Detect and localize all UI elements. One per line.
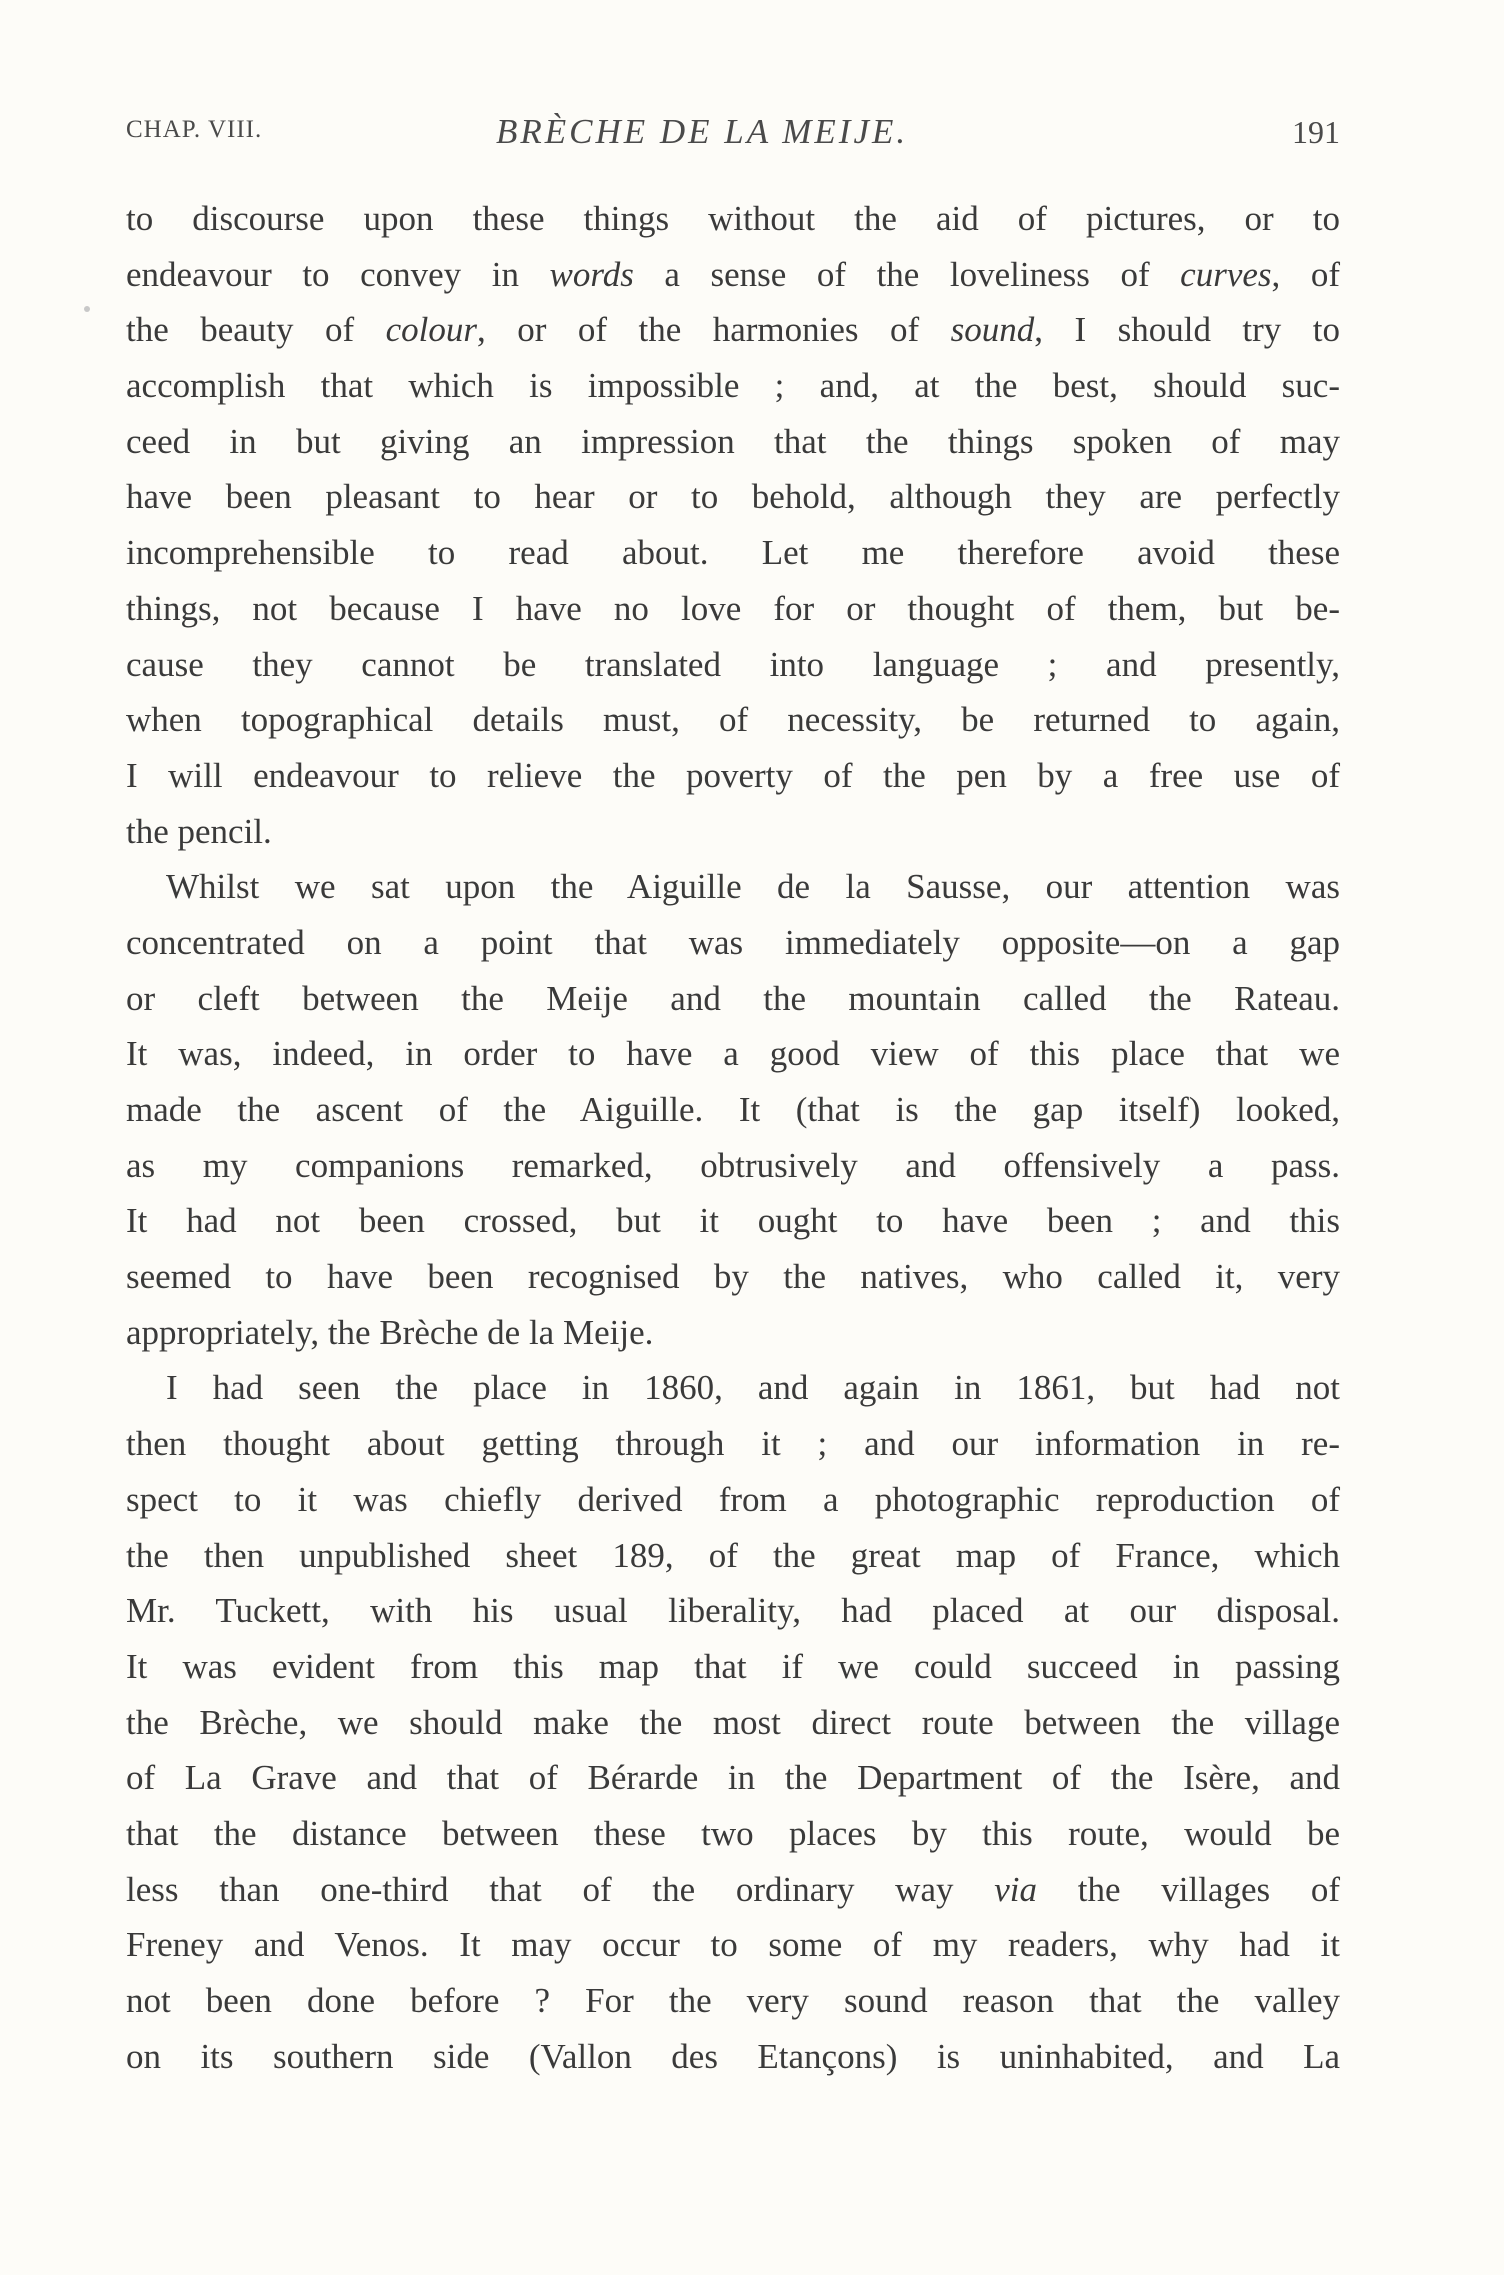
text-line <box>126 247 1340 303</box>
italic-word: words <box>549 254 634 294</box>
text-line <box>126 971 1340 1027</box>
italic-word: sound <box>950 310 1035 350</box>
text-run: on its southern side (Vallon des Etançons) is uninhabited, and La <box>126 2036 1340 2076</box>
text-run: have been pleasant to hear or to behold, although they are perfectly <box>126 477 1340 517</box>
text-line <box>126 1750 1340 1806</box>
text-run: less than one-third that of the ordinary way <box>126 1869 995 1909</box>
text-run: the pencil. <box>126 811 272 851</box>
paper-speck <box>84 306 90 312</box>
text-line <box>126 581 1340 637</box>
text-line <box>126 859 1340 915</box>
text-line <box>126 1583 1340 1639</box>
text-run: I will endeavour to relieve the poverty of the pen by a free use of <box>126 755 1340 795</box>
text-line <box>126 1862 1340 1918</box>
body-text <box>126 191 1340 2084</box>
italic-word: curves <box>1180 254 1272 294</box>
text-line <box>126 1082 1340 1138</box>
text-line <box>126 637 1340 693</box>
text-run: spect to it was chiefly derived from a photographic reproduction of <box>126 1479 1340 1519</box>
text-run: , or of the harmonies of <box>477 310 951 350</box>
text-line <box>126 191 1340 247</box>
page-number: 191 <box>1292 114 1340 150</box>
text-line <box>126 1472 1340 1528</box>
text-line <box>126 1639 1340 1695</box>
italic-word: colour <box>385 310 478 350</box>
text-line <box>126 1695 1340 1751</box>
text-run: Whilst we sat upon the Aiguille de la Sausse, our attention was <box>166 867 1340 907</box>
text-line <box>126 1917 1340 1973</box>
text-line <box>126 915 1340 971</box>
text-run: the beauty of <box>126 310 386 350</box>
text-run: of La Grave and that of Bérarde in the Department of the Isère, and <box>126 1758 1340 1798</box>
running-head <box>126 112 1340 160</box>
text-run: or cleft between the Meije and the mountain called the Rateau. <box>126 978 1340 1018</box>
text-run: as my companions remarked, obtrusively and offensively a pass. <box>126 1145 1340 1185</box>
text-line <box>126 525 1340 581</box>
text-run: incomprehensible to read about. Let me therefore avoid these <box>126 533 1340 573</box>
text-run: Freney and Venos. It may occur to some of my readers, why had it <box>126 1925 1340 1965</box>
text-run: the villages of <box>1037 1869 1340 1909</box>
text-line <box>126 469 1340 525</box>
text-run: when topographical details must, of necessity, be returned to again, <box>126 700 1340 740</box>
text-line <box>126 1305 1340 1361</box>
italic-word: via <box>994 1869 1037 1909</box>
text-run: not been done before ? For the very sound reason that the valley <box>126 1981 1340 2020</box>
text-run: concentrated on a point that was immediately opposite—on a gap <box>126 922 1340 962</box>
text-run: ceed in but giving an impression that the things spoken of may <box>126 421 1340 461</box>
chapter-label: CHAP. VIII. <box>126 116 263 143</box>
text-run: Mr. Tuckett, with his usual liberality, had placed at our disposal. <box>126 1591 1340 1631</box>
text-run: endeavour to convey in <box>126 254 550 294</box>
text-run: I had seen the place in 1860, and again in 1861, but had not <box>166 1368 1340 1408</box>
text-line <box>126 1360 1340 1416</box>
text-run: cause they cannot be translated into language ; and presently, <box>126 644 1340 684</box>
text-line <box>126 1138 1340 1194</box>
text-run: It was, indeed, in order to have a good view of this place that we <box>126 1034 1340 1074</box>
text-run: the Brèche, we should make the most direct route between the village <box>126 1702 1340 1742</box>
text-run: then thought about getting through it ; and our information in re- <box>126 1424 1340 1464</box>
text-line <box>126 1806 1340 1862</box>
text-line <box>126 1528 1340 1584</box>
text-run: seemed to have been recognised by the natives, who called it, very <box>126 1257 1340 1297</box>
text-line <box>126 692 1340 748</box>
text-run: It had not been crossed, but it ought to have been ; and this <box>126 1201 1340 1241</box>
text-run: It was evident from this map that if we could succeed in passing <box>126 1646 1340 1686</box>
text-line <box>126 1193 1340 1249</box>
text-run: made the ascent of the Aiguille. It (that is the gap itself) looked, <box>126 1090 1340 1129</box>
text-line <box>126 1416 1340 1472</box>
text-run: a sense of the loveliness of <box>633 254 1181 294</box>
running-title: BRÈCHE DE LA MEIJE. <box>496 112 909 151</box>
text-line <box>126 748 1340 804</box>
text-run: to discourse upon these things without the aid of pictures, or to <box>126 199 1340 238</box>
text-run: , I should try to <box>1034 310 1340 350</box>
text-line <box>126 414 1340 470</box>
text-line <box>126 804 1340 860</box>
text-run: that the distance between these two places by this route, would be <box>126 1813 1340 1853</box>
text-line <box>126 2029 1340 2085</box>
text-run: the then unpublished sheet 189, of the great map of France, which <box>126 1535 1340 1575</box>
text-line <box>126 1026 1340 1082</box>
text-line <box>126 358 1340 414</box>
text-line <box>126 1973 1340 2029</box>
text-run: things, not because I have no love for or thought of them, but be- <box>126 588 1340 628</box>
text-line <box>126 302 1340 358</box>
text-line <box>126 1249 1340 1305</box>
text-run: appropriately, the Brèche de la Meije. <box>126 1312 654 1352</box>
text-run: accomplish that which is impossible ; and, at the best, should suc- <box>126 366 1340 406</box>
text-run: , of <box>1271 254 1340 294</box>
